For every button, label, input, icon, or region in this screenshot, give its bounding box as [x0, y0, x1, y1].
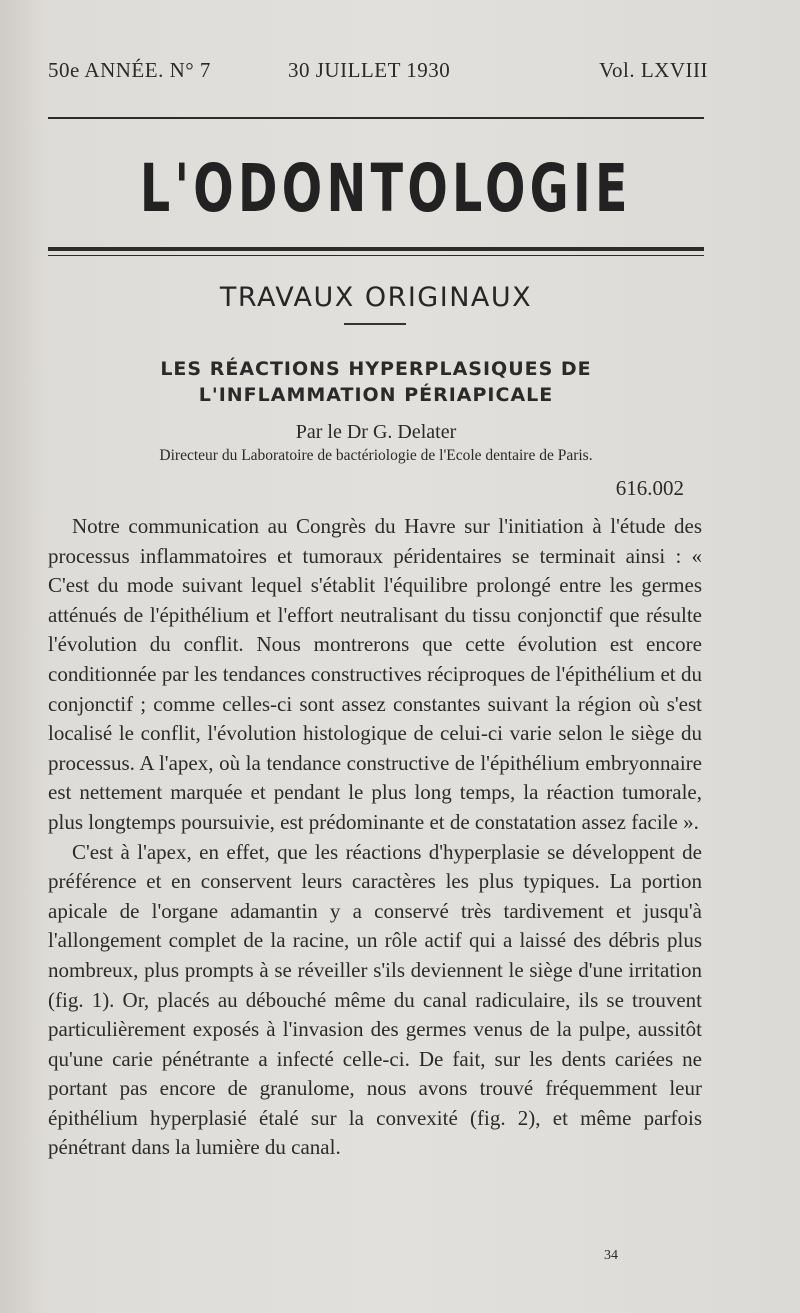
paragraph-1: Notre communication au Congrès du Havre sur l'initiation à l'étude des processus inflammatoires et tumoraux péridentaires se terminait ainsi : « C'est du mode suivant lequel s'établit l'équilibre prolongé entre les germes atténués de l'épithélium et l'effort neutralisant du tissu conjonctif que résulte l'évolution du conflit. Nous montrerons que cette évolution est encore conditionnée par les tendances constructives réciproques de l'épithélium et du conjonctif ; comme celles-ci sont assez constantes suivant la région où s'est localisé le conflit, l'évolution histologique de celui-ci varie selon le siège du processus. A l'apex, où la tendance constructive de l'épithélium embryonnaire est nettement marquée et pendant le plus long temps, la réaction tumorale, plus longtemps poursuivie, est prédominante et de constatation assez facile ». [48, 514, 702, 834]
page-number: 34 [604, 1248, 618, 1263]
article-title [48, 356, 704, 408]
article-title-line-1: LES RÉACTIONS HYPERPLASIQUES DE [160, 358, 592, 380]
volume-number: Vol. LXVIII [599, 58, 708, 82]
masthead-divider-thin [48, 255, 704, 256]
running-header [48, 58, 708, 88]
classification-code: 616.002 [615, 476, 684, 500]
journal-masthead: L'ODONTOLOGIE [139, 150, 632, 227]
section-title: TRAVAUX ORIGINAUX [219, 282, 533, 313]
masthead-divider-thick [48, 247, 704, 251]
issue-date: 30 JUILLET 1930 [288, 58, 451, 82]
article-author: Par le Dr G. Delater [295, 421, 457, 443]
issue-number: 50e ANNÉE. N° 7 [48, 58, 211, 82]
section-title-underline [344, 323, 406, 325]
article-body [48, 512, 702, 1163]
paragraph-2: C'est à l'apex, en effet, que les réactions d'hyperplasie se développent de préférence et en conservent leurs caractères les plus typiques. La portion apicale de l'organe adamantin y a conservé très tardivement et jusqu'à l'allongement complet de la racine, un rôle actif qui a laissé des débris plus nombreux, plus prompts à se réveiller s'ils deviennent le siège d'une irritation (fig. 1). Or, placés au débouché même du canal radiculaire, ils se trouvent particulièrement exposés à l'invasion des germes venus de la pulpe, aussitôt qu'une carie pénétrante a infecté celle-ci. De fait, sur les dents cariées ne portant pas encore de granulome, nous avons trouvé fréquemment leur épithélium hyperplasié étalé sur la convexité (fig. 2), et même parfois pénétrant dans la lumière du canal. [48, 839, 702, 1160]
author-affiliation: Directeur du Laboratoire de bactériologie de l'Ecole dentaire de Paris. [159, 447, 593, 464]
article-title-line-2: L'INFLAMMATION PÉRIAPICALE [198, 384, 554, 406]
top-divider [48, 117, 704, 119]
